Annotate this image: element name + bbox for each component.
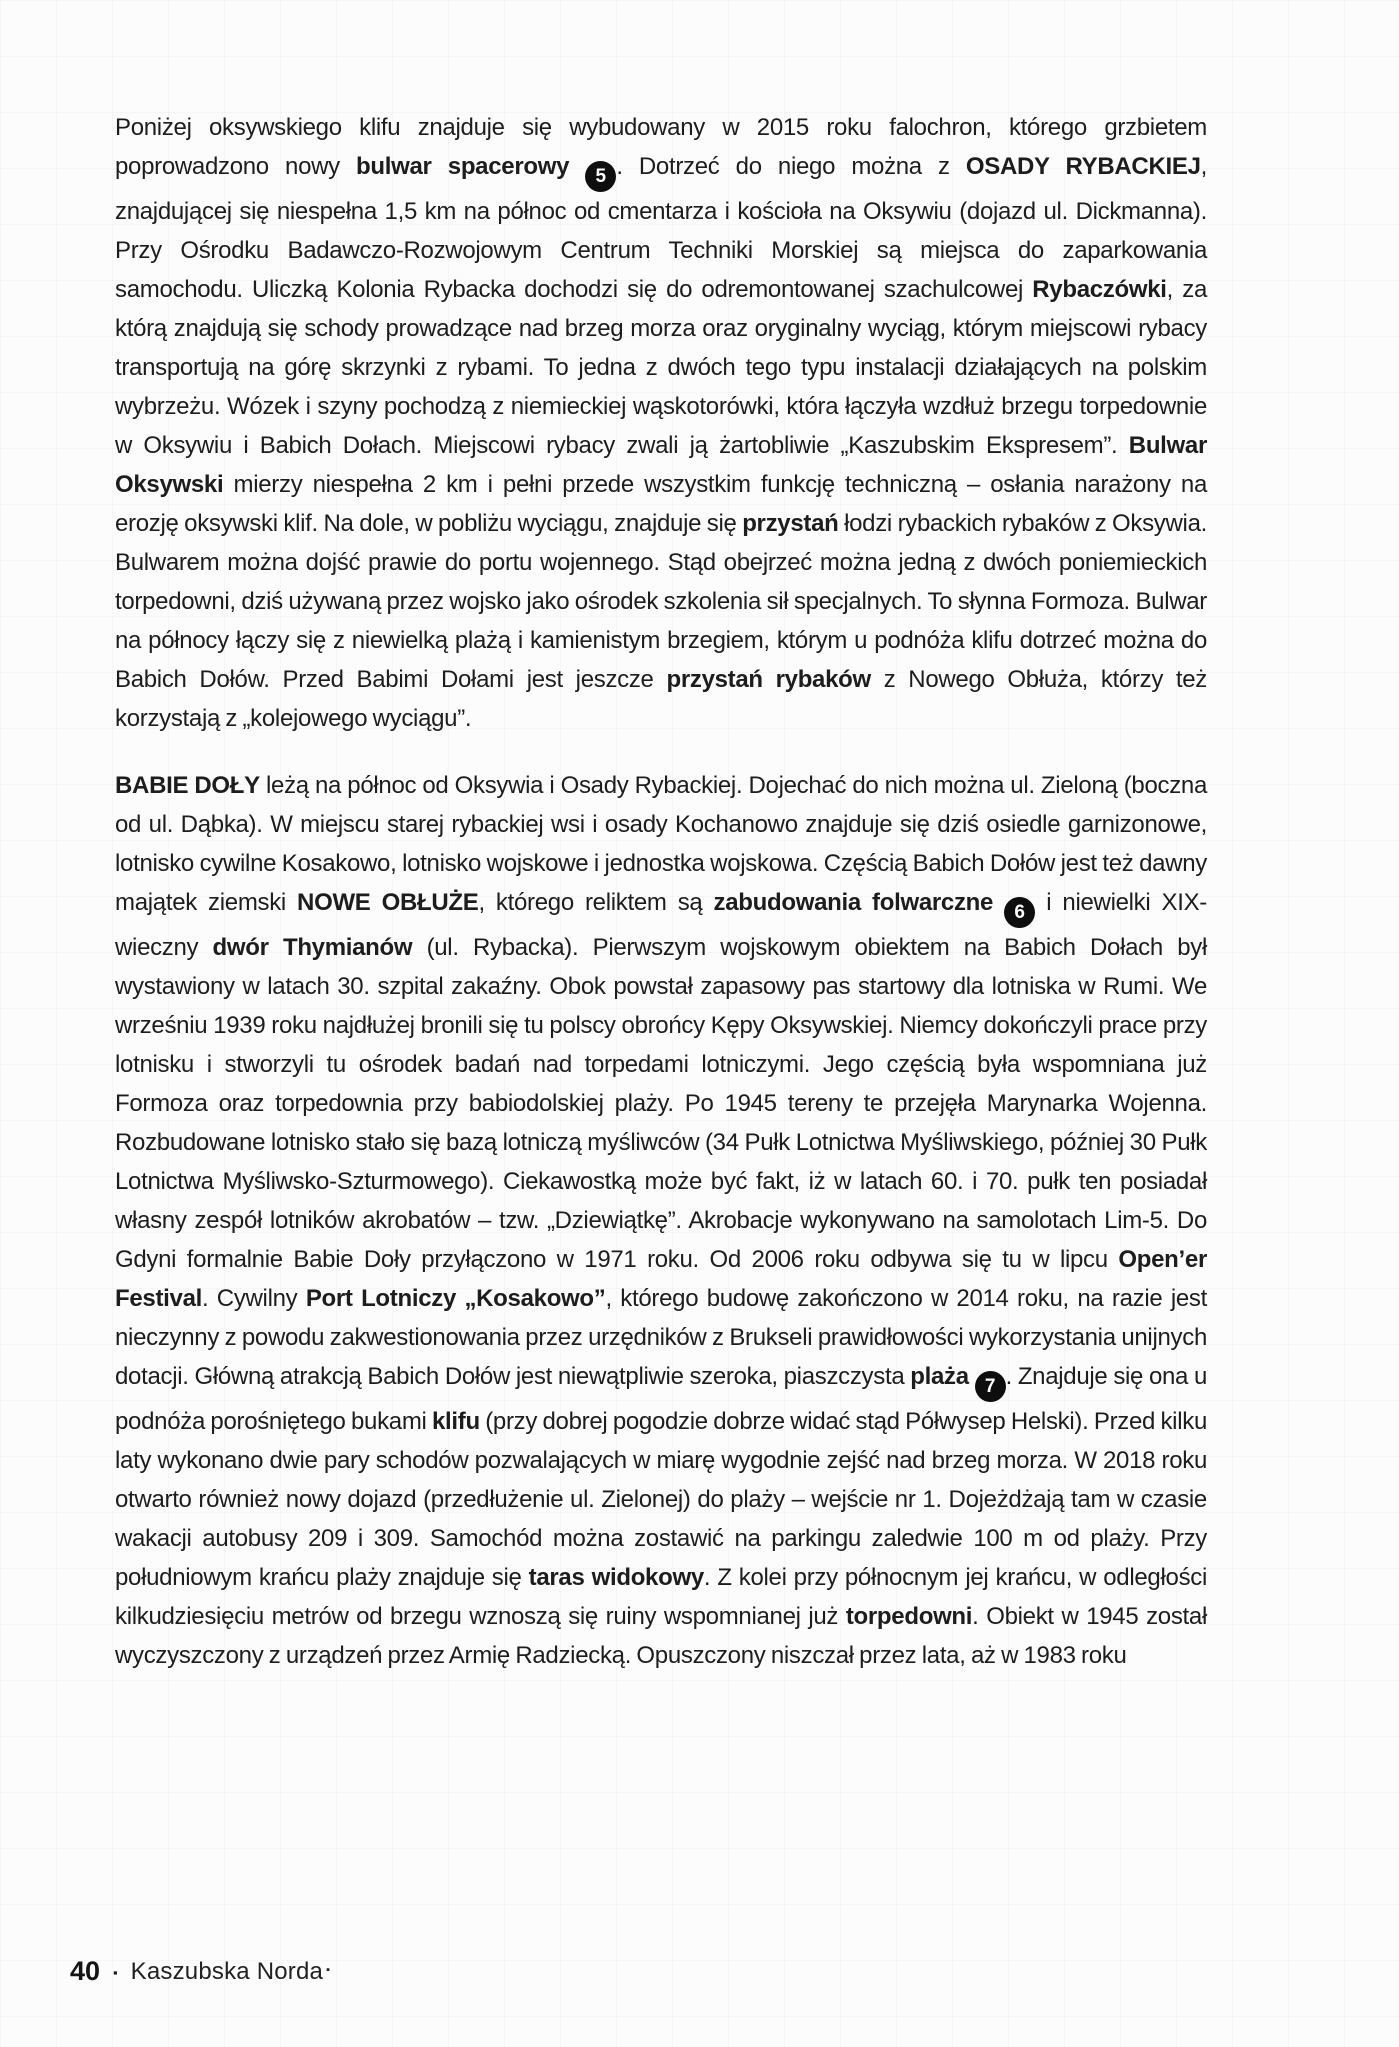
text-run: Poniżej oksywskiego klifu znajduje się wybudowany w 2015 roku falochron, którego grzbietem poprowadzono nowy bbox=[115, 114, 1207, 180]
bold-text-run: Rybaczówki bbox=[1032, 276, 1167, 303]
bold-text-run: Port Lotniczy „Kosakowo” bbox=[305, 1285, 606, 1312]
article-text bbox=[115, 108, 1207, 1703]
bold-text-run: torpedowni bbox=[845, 1603, 973, 1630]
bold-text-run: przystań rybaków bbox=[666, 666, 871, 693]
bold-text-run: plaża bbox=[910, 1363, 975, 1390]
book-title: Kaszubska Norda bbox=[130, 1957, 324, 1985]
bold-text-run: Open’er Festival bbox=[115, 1246, 1207, 1312]
bold-text-run: klifu bbox=[431, 1408, 480, 1435]
numbered-marker-5-icon: 5 bbox=[585, 161, 616, 192]
paragraph-babie-doly bbox=[115, 766, 1207, 1675]
text-run: leżą na północ od Oksywia i Osady Rybackiej. Dojechać do nich można ul. Zieloną (boczna od ul. Dąbka). W miejscu starej rybackiej wsi i osady Kochanowo znajduje się dziś osiedle garnizonowe, lotnisko cywilne Kosakowo, lotnisko wojskowe i jednostka wojskowa. Częścią Babich Dołów jest też dawny majątek ziemski bbox=[115, 772, 1207, 916]
page-number: 40 bbox=[70, 1956, 101, 1986]
text-run: . Obiekt w 1945 został wyczyszczony z urządzeń przez Armię Radziecką. Opuszczony niszczał przez lata, aż w 1983 roku bbox=[115, 1603, 1207, 1669]
text-run: , za którą znajdują się schody prowadzące nad brzeg morza oraz oryginalny wyciąg, którym miejscowi rybacy transportują na górę skrzynki z rybami. To jedna z dwóch tego typu instalacji działających na polskim wybrzeżu. Wózek i szyny pochodzą z niemieckiej wąskotorówki, która łączyła wzdłuż brzegu torpedownie w Oksywiu i Babich Dołach. Miejscowi rybacy zwali ją żartobliwie „Kaszubskim Ekspresem”. bbox=[115, 276, 1208, 459]
page-footer bbox=[70, 1956, 330, 1987]
footer-separator-mark: ▪ bbox=[113, 1965, 118, 1980]
bold-text-run: Bulwar Oksywski bbox=[115, 432, 1207, 498]
text-run: , którego reliktem są bbox=[478, 889, 714, 916]
text-run: , którego budowę zakończono w 2014 roku, na razie jest nieczynny z powodu zakwestionowania przez urzędników z Brukseli prawidłowości wykorzystania unijnych dotacji. Główną atrakcją Babich Dołów jest niewątpliwie szeroka, piaszczysta bbox=[115, 1285, 1208, 1390]
bold-text-run: OSADY RYBACKIEJ bbox=[965, 153, 1201, 180]
bold-text-run: BABIE DOŁY bbox=[115, 772, 260, 799]
text-run: . Znajduje się ona u podnóża porośniętego bukami bbox=[115, 1363, 1207, 1435]
text-run: mierzy niespełna 2 km i pełni przede wszystkim funkcję techniczną – osłania narażony na erozję oksywski klif. Na dole, w pobliżu wyciągu, znajduje się bbox=[115, 471, 1207, 537]
bold-text-run: przystań bbox=[742, 510, 839, 537]
text-run: (ul. Rybacka). Pierwszym wojskowym obiektem na Babich Dołach był wystawiony w latach 30. szpital zakaźny. Obok powstał zapasowy pas startowy dla lotniska w Rumi. We wrześniu 1939 roku najdłużej bronili się tu polscy obrońcy Kępy Oksywskiej. Niemcy dokończyli prace przy lotnisku i stworzyli tu ośrodek badań nad torpedami lotniczymi. Jego częścią była wspomniana już Formoza oraz torpedownia przy babiodolskiej plaży. Po 1945 tereny te przejęła Marynarka Wojenna. Rozbudowane lotnisko stało się bazą lotniczą myśliwców (34 Pułk Lotnictwa Myśliwskiego, później 30 Pułk Lotnictwa Myśliwsko-Szturmowego). Ciekawostką może być fakt, iż w latach 60. i 70. pułk ten posiadał własny zespół lotników akrobatów – tzw. „Dziewiątkę”. Akrobacje wykonywano na samolotach Lim-5. Do Gdyni formalnie Babie Doły przyłączono w 1971 roku. Od 2006 roku odbywa się tu w lipcu bbox=[115, 934, 1207, 1273]
bold-text-run: zabudowania folwarczne bbox=[713, 889, 1005, 916]
paragraph-bulwar-oksywski bbox=[115, 108, 1207, 738]
bold-text-run: NOWE OBŁUŻE bbox=[297, 889, 479, 916]
text-run: . Z kolei przy północnym jej krańcu, w odległości kilkudziesięciu metrów od brzegu wznoszą się ruiny wspomnianej już bbox=[115, 1564, 1207, 1630]
text-run: , znajdującej się niespełna 1,5 km na północ od cmentarza i kościoła na Oksywiu (dojazd ul. Dickmanna). Przy Ośrodku Badawczo-Rozwojowym Centrum Techniki Morskiej są miejsca do zaparkowania samochodu. Uliczką Kolonia Rybacka dochodzi się do odremontowanej szachulcowej bbox=[115, 153, 1207, 303]
text-run: . Cywilny bbox=[201, 1285, 306, 1312]
text-run: . Dotrzeć do niego można z bbox=[616, 153, 966, 180]
numbered-marker-7-icon: 7 bbox=[975, 1371, 1006, 1402]
text-run: (przy dobrej pogodzie dobrze widać stąd Półwysep Helski). Przed kilku laty wykonano dwie pary schodów pozwalających w miarę wygodnie zejść nad brzeg morza. W 2018 roku otwarto również nowy dojazd (przedłużenie ul. Zielonej) do plaży – wejście nr 1. Dojeżdżają tam w czasie wakacji autobusy 209 i 309. Samochód można zostawić na parkingu zaledwie 100 m od plaży. Przy południowym krańcu plaży znajduje się bbox=[115, 1408, 1207, 1591]
bold-text-run: bulwar spacerowy bbox=[356, 153, 586, 180]
text-run: i niewielki XIX-wieczny bbox=[115, 889, 1207, 961]
text-run: z Nowego Obłuża, którzy też korzystają z „kolejowego wyciągu”. bbox=[115, 666, 1208, 732]
numbered-marker-6-icon: 6 bbox=[1004, 897, 1035, 928]
footer-end-mark: ▪ bbox=[326, 1963, 330, 1976]
text-run: łodzi rybackich rybaków z Oksywia. Bulwarem można dojść prawie do portu wojennego. Stąd obejrzeć można jedną z dwóch poniemieckich torpedowni, dziś używaną przez wojsko jako ośrodek szkolenia sił specjalnych. To słynna Formoza. Bulwar na północy łączy się z niewielką plażą i kamienistym brzegiem, którym u podnóża klifu dotrzeć można do Babich Dołów. Przed Babimi Dołami jest jeszcze bbox=[115, 510, 1207, 693]
bold-text-run: dwór Thymianów bbox=[212, 934, 413, 961]
bold-text-run: taras widokowy bbox=[528, 1564, 704, 1591]
